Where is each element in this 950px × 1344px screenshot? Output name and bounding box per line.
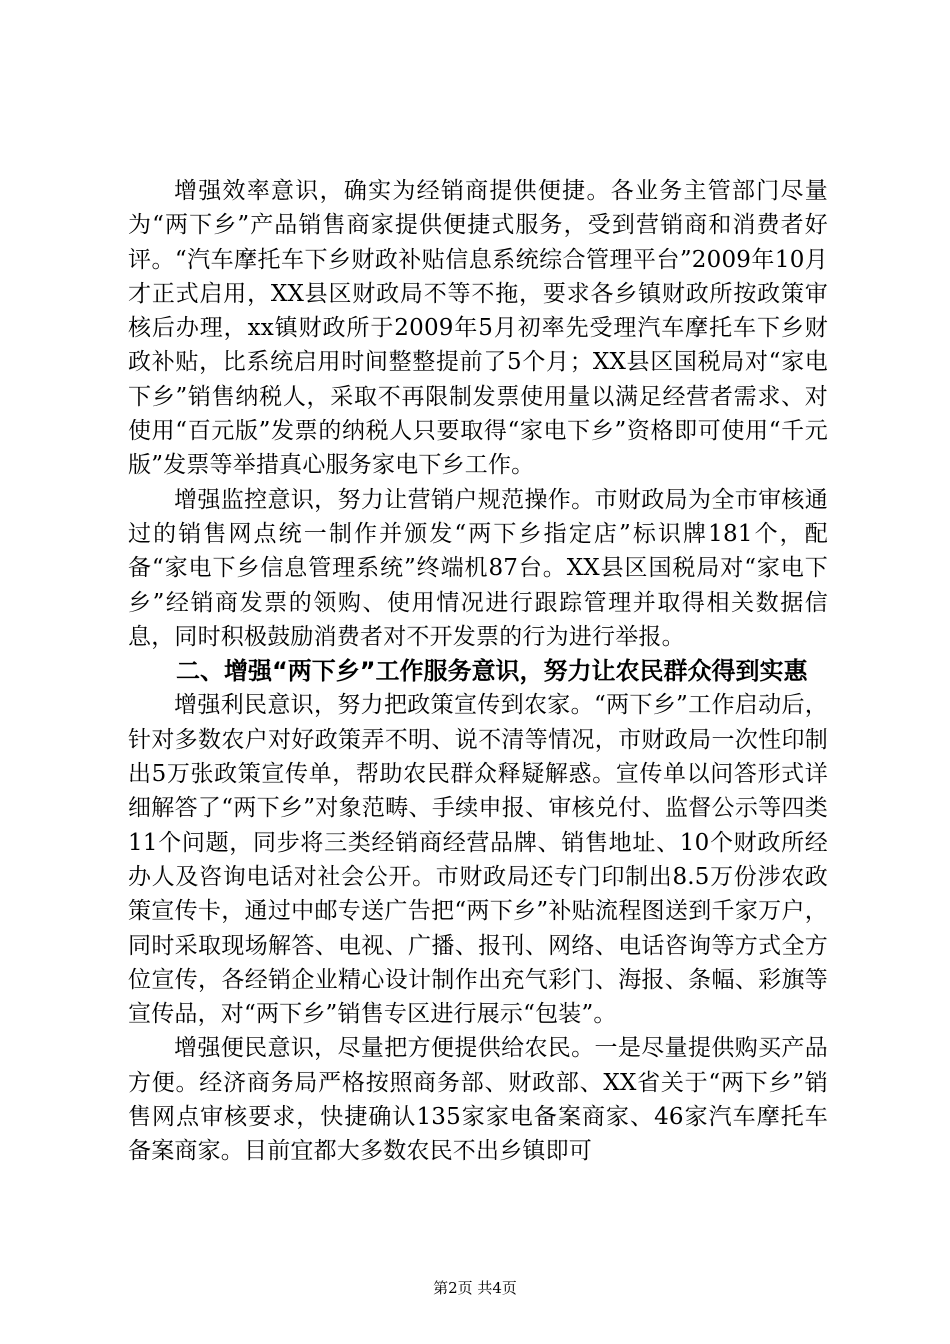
paragraph-monitoring: 增强监控意识，努力让营销户规范操作。市财政局为全市审核通过的销售网点统一制作并颁发“两下乡指定店”标识牌181个，配备“家电下乡信息管理系统”终端机87台。XX县区国税局对“家电下乡”经销商发票的领购、使用情况进行跟踪管理并取得相关数据信息，同时积极鼓励消费者对不开发票的行为进行举报。 [128,486,828,650]
page-footer: 第2页 共4页 [433,1279,517,1297]
paragraph-convenience: 增强便民意识，尽量把方便提供给农民。一是尽量提供购买产品方便。经济商务局严格按照商务部、财政部、XX省关于“两下乡”销售网点审核要求，快捷确认135家家电备案商家、46家汽车摩托车备案商家。目前宜都大多数农民不出乡镇即可 [128,1035,828,1165]
paragraph-efficiency: 增强效率意识，确实为经销商提供便捷。各业务主管部门尽量为“两下乡”产品销售商家提供便捷式服务，受到营销商和消费者好评。“汽车摩托车下乡财政补贴信息系统综合管理平台”2009年10月才正式启用，XX县区财政局不等不拖，要求各乡镇财政所按政策审核后办理，xx镇财政所于2009年5月初率先受理汽车摩托车下乡财政补贴，比系统启用时间整整提前了5个月；XX县区国税局对“家电下乡”销售纳税人，采取不再限制发票使用量以满足经营者需求、对使用“百元版”发票的纳税人只要取得“家电下乡”资格即可使用“千元版”发票等举措真心服务家电下乡工作。 [128,178,828,479]
document-body [128,174,828,1169]
paragraph-benefit: 增强利民意识，努力把政策宣传到农家。“两下乡”工作启动后，针对多数农户对好政策弄不明、说不清等情况，市财政局一次性印制出5万张政策宣传单，帮助农民群众释疑解惑。宣传单以问答形式详细解答了“两下乡”对象范畴、手续申报、审核兑付、监督公示等四类11个问题，同步将三类经销商经营品牌、销售地址、10个财政所经办人及咨询电话对社会公开。市财政局还专门印制出8.5万份涉农政策宣传卡，通过中邮专送广告把“两下乡”补贴流程图送到千家万户，同时采取现场解答、电视、广播、报刊、网络、电话咨询等方式全方位宣传，各经销企业精心设计制作出充气彩门、海报、条幅、彩旗等宣传品，对“两下乡”销售专区进行展示“包装”。 [128,692,828,1028]
section-heading: 二、增强“两下乡”工作服务意识，努力让农民群众得到实惠 [176,657,808,686]
